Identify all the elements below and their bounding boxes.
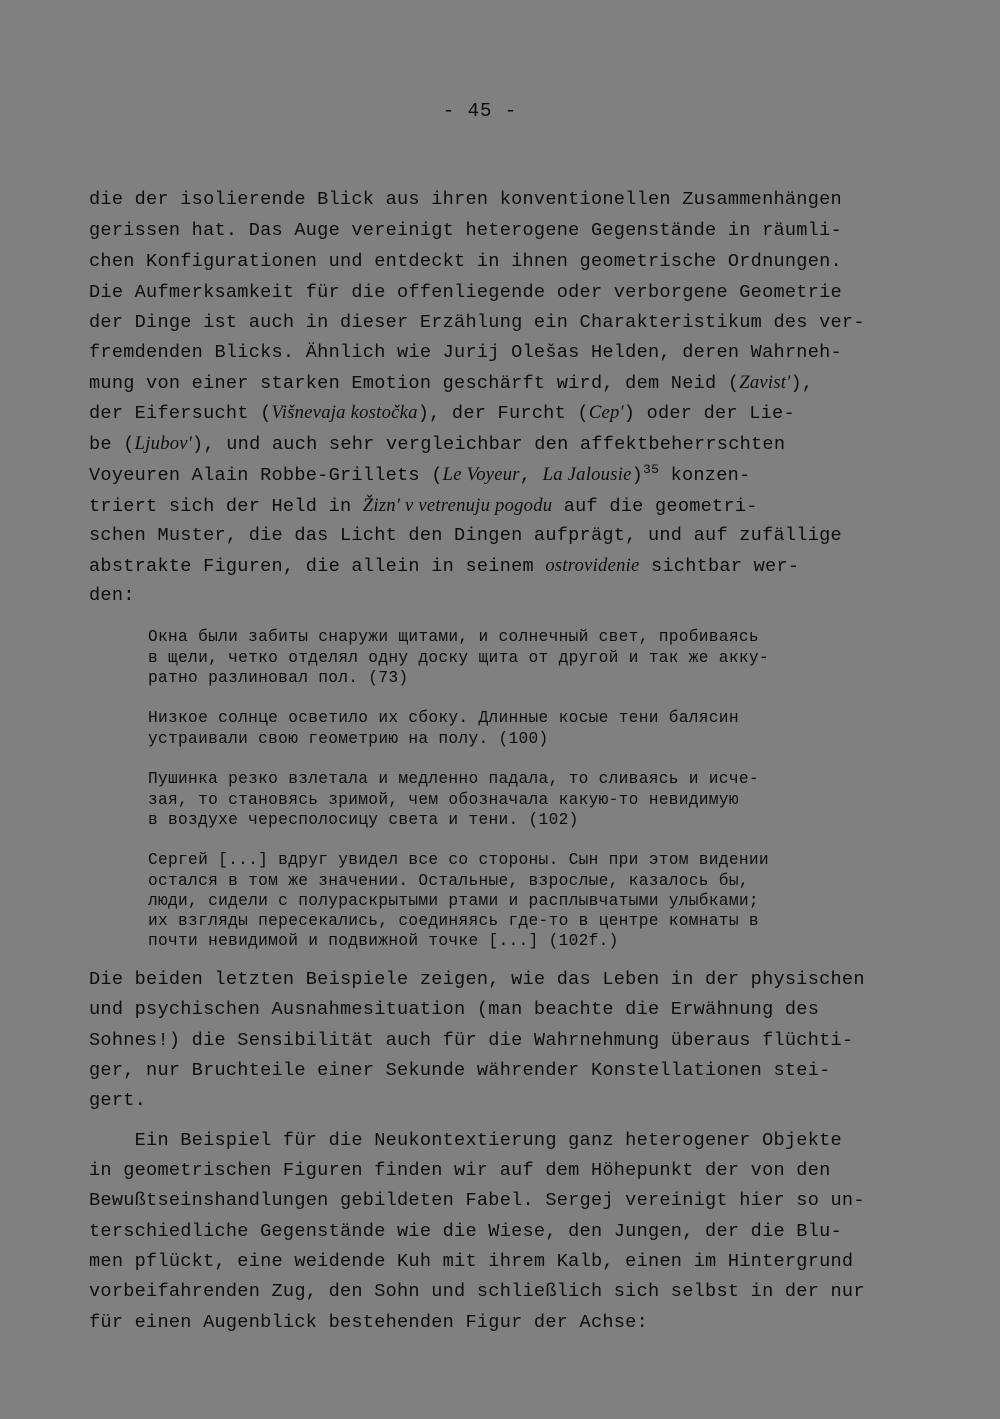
text-span: ), (790, 373, 814, 394)
quote-line: Низкое солнце осветило их сбоку. Длинные косые тени балясин (148, 709, 739, 727)
quote-line: почти невидимой и подвижной точке [...] (102f.) (148, 932, 619, 950)
quote-line: люди, сидели с полураскрытыми ртами и расплывчатыми улыбками; (148, 892, 759, 910)
text-line: terschiedliche Gegenstände wie die Wiese, den Jungen, der die Blu- (89, 1221, 842, 1242)
text-span: auf die geometri- (552, 496, 758, 517)
title-reference: La Jalousie (542, 464, 632, 485)
text-line (89, 463, 750, 488)
text-span: abstrakte Figuren, die allein in seinem (89, 556, 546, 577)
text-span: mung von einer starken Emotion geschärft wird, dem Neid ( (89, 373, 740, 394)
text-span: sichtbar wer- (639, 556, 800, 577)
text-line: fremdenden Blicks. Ähnlich wie Jurij Olešas Helden, deren Wahrneh- (89, 342, 842, 363)
title-reference: Cep' (588, 402, 624, 423)
text-line: den: (89, 585, 135, 606)
text-span: konzen- (659, 465, 751, 486)
quote-line: Пушинка резко взлетала и медленно падала, то сливаясь и исче- (148, 770, 759, 788)
text-span: be ( (89, 434, 135, 455)
quote-line: их взгляды пересекались, соединяясь где-то в центре комнаты в (148, 912, 759, 930)
text-line: für einen Augenblick bestehenden Figur der Achse: (89, 1312, 648, 1333)
text-span: ), und auch sehr vergleichbar den affektbeherrschten (192, 434, 786, 455)
text-line: men pflückt, eine weidende Kuh mit ihrem Kalb, einen im Hintergrund (89, 1251, 854, 1272)
text-line: Bewußtseinshandlungen gebildeten Fabel. Sergej vereinigt hier so un- (89, 1190, 865, 1211)
text-line: ger, nur Bruchteile einer Sekunde währender Konstellationen stei- (89, 1060, 831, 1081)
quote-line: в щели, четко отделял одну доску щита от другой и так же акку- (148, 649, 769, 667)
quote-line: устраивали свою геометрию на полу. (100) (148, 730, 549, 748)
text-line: und psychischen Ausnahmesituation (man beachte die Erwähnung des (89, 999, 820, 1020)
text-span: ) oder der Lie- (623, 403, 795, 424)
text-line: gerissen hat. Das Auge vereinigt heterogene Gegenstände in räumli- (89, 220, 842, 241)
title-reference: Zavist' (739, 372, 791, 393)
title-reference: Le Voyeur (442, 464, 520, 485)
text-span: , (519, 465, 543, 486)
title-reference: Žizn' v vetrenuju pogodu (362, 495, 553, 516)
text-span: Voyeuren Alain Robbe-Grillets ( (89, 465, 443, 486)
text-span: ) (631, 465, 644, 486)
text-line (89, 554, 799, 579)
page-number: - 45 - (442, 100, 518, 122)
quote-line: остался в том же значении. Остальные, взрослые, казалось бы, (148, 872, 749, 890)
quote-line: ратно разлиновал пол. (73) (148, 669, 409, 687)
text-line (89, 432, 785, 457)
text-line (89, 401, 795, 426)
footnote-marker: 35 (643, 461, 660, 477)
text-line: gert. (89, 1090, 147, 1111)
text-line: die der isolierende Blick aus ihren konventionellen Zusammenhängen (89, 189, 842, 210)
text-span: der Eifersucht ( (89, 403, 272, 424)
text-line: Die Aufmerksamkeit für die offenliegende oder verborgene Geometrie (89, 282, 842, 303)
text-span: ), der Furcht ( (417, 403, 589, 424)
text-line: in geometrischen Figuren finden wir auf dem Höhepunkt der von den (89, 1160, 831, 1181)
text-line: Die beiden letzten Beispiele zeigen, wie das Leben in der physischen (89, 969, 865, 990)
text-line: der Dinge ist auch in dieser Erzählung ein Charakteristikum des ver- (89, 312, 865, 333)
text-line (89, 494, 758, 519)
term-reference: ostrovidenie (545, 555, 640, 576)
text-line: schen Muster, die das Licht den Dingen aufprägt, und auf zufällige (89, 525, 842, 546)
title-reference: Ljubov' (134, 433, 193, 454)
text-line: Sohnes!) die Sensibilität auch für die Wahrnehmung überaus flüchti- (89, 1030, 854, 1051)
text-line: vorbeifahrenden Zug, den Sohn und schließlich sich selbst in der nur (89, 1281, 865, 1302)
quote-line: Сергей [...] вдруг увидел все со стороны. Сын при этом видении (148, 851, 769, 869)
quote-line: зая, то становясь зримой, чем обозначала какую-то невидимую (148, 791, 739, 809)
title-reference: Višnevaja kostočka (271, 402, 418, 423)
quote-line: Окна были забиты снаружи щитами, и солнечный свет, пробиваясь (148, 628, 759, 646)
quote-line: в воздухе чересполосицу света и тени. (102) (148, 811, 579, 829)
text-span: triert sich der Held in (89, 496, 363, 517)
text-line: chen Konfigurationen und entdeckt in ihnen geometrische Ordnungen. (89, 251, 842, 272)
text-line: Ein Beispiel für die Neukontextierung ganz heterogener Objekte (89, 1130, 842, 1151)
text-line (89, 371, 813, 396)
